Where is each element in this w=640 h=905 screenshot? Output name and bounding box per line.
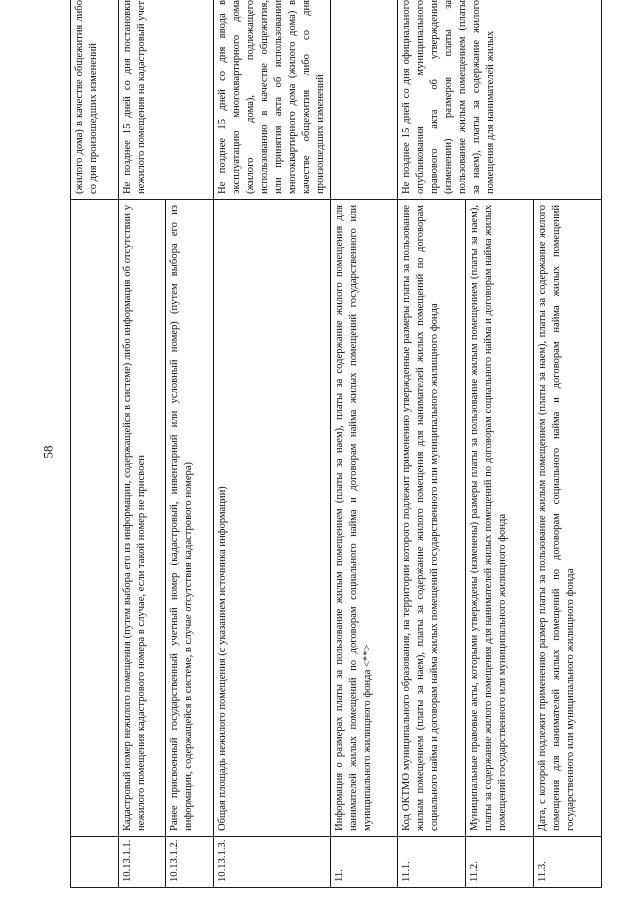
row-description: Дата, с которой подлежит применению размер платы за пользование жилым помещением (платы за наем), платы за содержание жилого помещения для нанимателей жилых помещений по договорам социального найма и договорам найма жилых помещений государственного или муниципального жилищного фонда: [534, 200, 602, 837]
row-description: Кадастровый номер нежилого помещения (путем выбора его из информации, содержащейся в системе) либо информация об отсутствии у нежилого помещения кадастрового номера в случае, если такой номер не присвоен: [118, 200, 166, 837]
row-deadline: Не позднее 15 дней со дня ввода в эксплуатацию многоквартирного дома (жилого дома), подлежащего использованию в качестве общежития, или принятия акта об использовании многоквартирного дома (жилого дома) в качестве общежития либо со дня произошедших изменений: [213, 0, 330, 200]
row-number: 10.13.1.3.: [213, 837, 330, 888]
row-number: 10.13.1.2.: [166, 837, 214, 888]
row-number: 11.: [330, 837, 398, 888]
table-row: [398, 0, 466, 888]
page-number: 58: [40, 445, 56, 459]
row-deadline: [330, 0, 398, 200]
table-row: [330, 0, 398, 888]
requirements-table: [70, 0, 602, 888]
row-number: [71, 837, 119, 888]
row-deadline: (жилого дома) в качестве общежития либо со дня произошедших изменений: [71, 0, 119, 200]
table-row: [118, 0, 166, 888]
row-number: 10.13.1.1.: [118, 837, 166, 888]
row-description: [71, 200, 119, 837]
row-description: Ранее присвоенный государственный учетный номер (кадастровый, инвентарный или условный номер) (путем выбора его из информации, содержащейся в системе, в случае отсутствия кадастрового номера): [166, 200, 214, 837]
row-description: Общая площадь нежилого помещения (с указанием источника информации): [213, 200, 330, 837]
row-number: 11.1.: [398, 837, 466, 888]
row-deadline: Не позднее 15 дней со дня постановки нежилого помещения на кадастровый учет: [118, 0, 213, 200]
rotated-table-wrapper: [70, 0, 602, 888]
row-number: 11.3.: [534, 837, 602, 888]
row-description: Информация о размерах платы за пользование жилым помещением (платы за наем), платы за содержание жилого помещения для нанимателей жилых помещений по договорам социального найма и договорам найма жилых помещений государственного или муниципального жилищного фонда <**>: [330, 200, 398, 837]
row-description: Муниципальные правовые акты, которыми утверждены (изменены) размеры платы за пользование жилым помещением (платы за наем), платы за содержание жилого помещения для нанимателей жилых помещений по договорам социального найма и договорам найма жилых помещений государственного или муниципального жилищного фонда: [466, 200, 534, 837]
table-row: [71, 0, 119, 888]
row-number: 11.2.: [466, 837, 534, 888]
row-description: Код ОКТМО муниципального образования, на территории которого подлежит применению утвержденные размеры платы за пользование жилым помещением (платы за наем), платы за содержание жилого помещения для нанимателей жилых помещений по договорам социального найма и договорам найма жилых помещений государственного или муниципального жилищного фонда: [398, 200, 466, 837]
table-row: [213, 0, 330, 888]
row-deadline: Не позднее 15 дней со дня официального опубликования муниципального правового акта об утверждении (изменении) размеров платы за пользование жилым помещением (платы за наем), платы за содержание жилого помещения для нанимателей жилых: [398, 0, 602, 200]
